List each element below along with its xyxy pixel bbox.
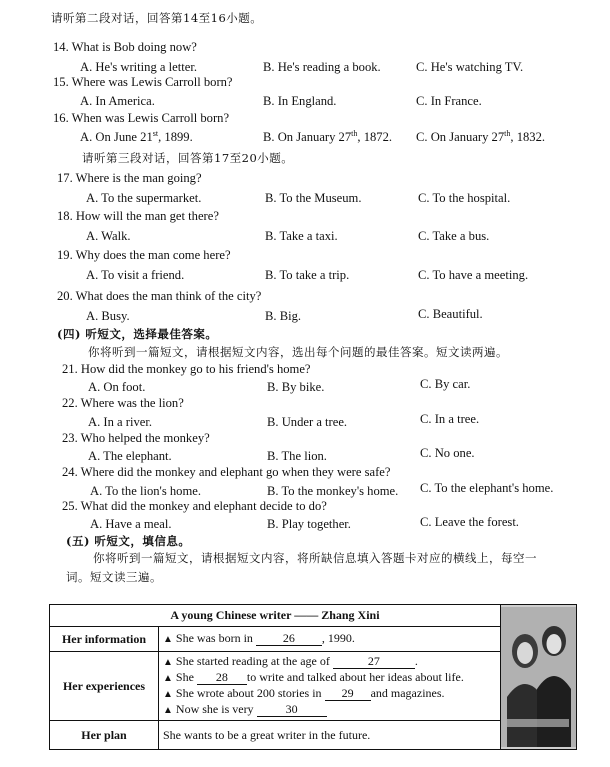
q21-option-b: B. By bike. <box>267 380 325 394</box>
card-title: A young Chinese writer —— Zhang Xini <box>50 605 501 627</box>
q23-option-a: A. The elephant. <box>88 449 172 463</box>
exp4-text: Now she is very <box>175 702 254 716</box>
q18-option-c: C. Take a bus. <box>418 229 490 243</box>
section5-instruction-line1: 你将听到一篇短文，请根据短文内容，将所缺信息填入答题卡对应的横线上，每空一 <box>93 551 537 565</box>
info-text-pre: She was born in <box>175 631 253 645</box>
q21-option-a: A. On foot. <box>88 380 146 394</box>
label-her-plan: Her plan <box>50 721 159 750</box>
triangle-bullet-icon: ▲ <box>163 657 173 668</box>
exp2-text: She <box>175 670 194 684</box>
q16-option-b: B. On January 27th, 1872. <box>263 128 393 144</box>
q20-option-a: A. Busy. <box>86 309 130 323</box>
section5-instruction-line2: 词。短文读三遍。 <box>66 570 162 584</box>
info-content <box>159 627 501 652</box>
q17-option-b: B. To the Museum. <box>265 191 362 205</box>
writer-photo <box>501 605 577 750</box>
q25-option-b: B. Play together. <box>267 517 351 531</box>
info-card <box>49 604 577 750</box>
q20-option-c: C. Beautiful. <box>418 307 483 321</box>
question-17: 17. Where is the man going? <box>57 171 202 185</box>
q18-option-a: A. Walk. <box>86 229 131 243</box>
question-25: 25. What did the monkey and elephant decide to do? <box>62 499 327 513</box>
label-her-information: Her information <box>50 627 159 652</box>
question-15: 15. Where was Lewis Carroll born? <box>53 75 233 89</box>
info-text-post: , 1990. <box>321 631 355 645</box>
q15-option-c: C. In France. <box>416 94 482 108</box>
q15-option-b: B. In England. <box>263 94 337 108</box>
q14-option-a: A. He's writing a letter. <box>80 60 197 74</box>
answer-blank-27[interactable]: 27 <box>333 655 415 669</box>
answer-blank-30[interactable]: 30 <box>257 703 327 717</box>
question-19: 19. Why does the man come here? <box>57 248 231 262</box>
q14-option-c: C. He's watching TV. <box>416 60 524 74</box>
q17-option-a: A. To the supermarket. <box>86 191 202 205</box>
section5-heading: (五) 听短文，填信息。 <box>66 534 191 548</box>
q19-option-b: B. To take a trip. <box>265 268 350 282</box>
triangle-bullet-icon: ▲ <box>163 705 173 716</box>
triangle-bullet-icon: ▲ <box>163 689 173 700</box>
answer-blank-28[interactable]: 28 <box>197 671 247 685</box>
triangle-bullet-icon: ▲ <box>163 634 173 645</box>
question-18: 18. How will the man get there? <box>57 209 219 223</box>
question-16: 16. When was Lewis Carroll born? <box>53 111 230 125</box>
q25-option-a: A. Have a meal. <box>90 517 172 531</box>
q19-option-a: A. To visit a friend. <box>86 268 185 282</box>
q25-option-c: C. Leave the forest. <box>420 515 519 529</box>
section4-heading: (四) 听短文，选择最佳答案。 <box>57 327 218 341</box>
question-14: 14. What is Bob doing now? <box>53 40 197 54</box>
q22-option-a: A. In a river. <box>88 415 152 429</box>
q24-option-c: C. To the elephant's home. <box>420 481 554 495</box>
experiences-content <box>159 652 501 721</box>
q22-option-c: C. In a tree. <box>420 412 480 426</box>
q14-option-b: B. He's reading a book. <box>263 60 381 74</box>
exp2-post: to write and talked about her ideas about life. <box>246 670 464 684</box>
plan-content: She wants to be a great writer in the future. <box>159 721 501 750</box>
section2-intro: 请听第二段对话，回答第14至16小题。 <box>51 11 263 25</box>
exp3-text: She wrote about 200 stories in <box>175 686 322 700</box>
q16-option-c: C. On January 27th, 1832. <box>416 128 546 144</box>
q15-option-a: A. In America. <box>80 94 155 108</box>
question-20: 20. What does the man think of the city? <box>57 289 262 303</box>
question-23: 23. Who helped the monkey? <box>62 431 210 445</box>
answer-blank-26[interactable]: 26 <box>256 632 322 646</box>
question-22: 22. Where was the lion? <box>62 396 184 410</box>
q21-option-c: C. By car. <box>420 377 471 391</box>
q17-option-c: C. To the hospital. <box>418 191 511 205</box>
exp1-post: . <box>414 654 418 668</box>
question-21: 21. How did the monkey go to his friend's home? <box>62 362 311 376</box>
q22-option-b: B. Under a tree. <box>267 415 348 429</box>
q24-option-a: A. To the lion's home. <box>90 484 201 498</box>
q20-option-b: B. Big. <box>265 309 302 323</box>
section3-intro: 请听第三段对话，回答第17至20小题。 <box>82 151 294 165</box>
q23-option-b: B. The lion. <box>267 449 327 463</box>
label-her-experiences: Her experiences <box>50 652 159 721</box>
q16-option-a: A. On June 21st, 1899. <box>80 128 193 144</box>
q19-option-c: C. To have a meeting. <box>418 268 529 282</box>
q18-option-b: B. Take a taxi. <box>265 229 338 243</box>
exp1-text: She started reading at the age of <box>175 654 330 668</box>
answer-blank-29[interactable]: 29 <box>325 687 371 701</box>
triangle-bullet-icon: ▲ <box>163 673 173 684</box>
q23-option-c: C. No one. <box>420 446 475 460</box>
question-24: 24. Where did the monkey and elephant go when they were safe? <box>62 465 391 479</box>
q24-option-b: B. To the monkey's home. <box>267 484 399 498</box>
section4-instruction: 你将听到一篇短文，请根据短文内容，选出每个问题的最佳答案。短文读两遍。 <box>88 345 508 359</box>
exp3-post: and magazines. <box>370 686 445 700</box>
